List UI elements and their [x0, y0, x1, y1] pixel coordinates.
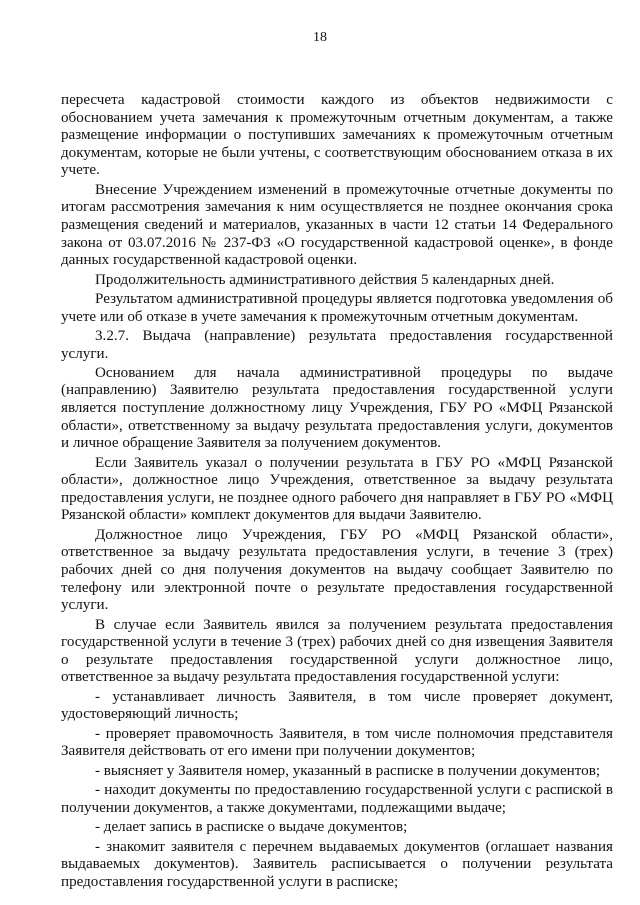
list-item-record: - делает запись в расписке о выдаче документов;: [95, 819, 408, 836]
list-item-find-documents: - находит документы по предоставлению государственной услуги с распиской в получении документов, а также документами, подлежащими выдаче;: [61, 782, 613, 816]
paragraph-changes: Внесение Учреждением изменений в промежуточные отчетные документы по итогам рассмотрения замечания к ним осуществляется не позднее окончания срока размещения сведений и материалов, указанных в части 12 статьи 14 Федерального закона от 03.07.2016 № 237-ФЗ «О государственной кадастровой оценке», в фонде данных государственной кадастровой оценки.: [61, 181, 613, 269]
list-item-authority: - проверяет правомочность Заявителя, в том числе полномочия представителя Заявителя действовать от его имени при получении документов;: [61, 725, 613, 760]
paragraph-applicant-visit: В случае если Заявитель явился за получением результата предоставления государственной услуги в течение 3 (трех) рабочих дней со дня извещения Заявителя о результате предоставления государственной услуги должностное лицо, ответственное за выдачу результата предоставления государственной услуги:: [61, 616, 613, 686]
list-item-identity: - устанавливает личность Заявителя, в том числе проверяет документ, удостоверяющий личность;: [61, 688, 613, 723]
paragraph-duration: Продолжительность административного действия 5 календарных дней.: [95, 271, 555, 288]
list-item-acquaint: - знакомит заявителя с перечнем выдаваемых документов (оглашает названия выдаваемых документов). Заявитель расписывается о получении результата предоставления государственной услуги в расписке;: [61, 838, 613, 890]
list-item-receipt-number: - выясняет у Заявителя номер, указанный в расписке в получении документов;: [95, 762, 601, 779]
paragraph-basis: Основанием для начала административной процедуры по выдаче (направлению) Заявителю результата предоставления государственной услуги является поступление должностному лицу Учреждения, ГБУ РО «МФЦ Рязанской области», ответственному за выдачу результата предоставления услуги, документов и личное обращение Заявителя за получением документов.: [61, 364, 613, 452]
paragraph-notification: Должностное лицо Учреждения, ГБУ РО «МФЦ Рязанской области», ответственное за выдачу результата предоставления услуги, в течение 3 (трех) рабочих дней со дня получения документов на выдачу сообщает Заявителю по телефону или электронной почте о результате предоставления государственной услуги.: [61, 526, 613, 614]
paragraph-result: Результатом административной процедуры является подготовка уведомления об учете или об отказе в учете замечания к промежуточным отчетным документам.: [61, 290, 613, 325]
document-body: [61, 92, 613, 893]
paragraph-mfc-delivery: Если Заявитель указал о получении результата в ГБУ РО «МФЦ Рязанской области», должностное лицо Учреждения, ответственное за выдачу результата предоставления услуги, не позднее одного рабочего дня направляет в ГБУ РО «МФЦ Рязанской области» комплект документов для выдачи Заявителю.: [61, 454, 613, 524]
page-number: 18: [313, 30, 327, 45]
paragraph-continuation: пересчета кадастровой стоимости каждого из объектов недвижимости с обоснованием учета замечания к промежуточным отчетным документам, а также размещение информации о поступивших замечаниях к промежуточным отчетным документам, которые не были учтены, с соответствующим обоснованием отказа в их учете.: [61, 92, 613, 179]
section-heading-3-2-7: 3.2.7. Выдача (направление) результата предоставления государственной услуги.: [61, 327, 613, 362]
